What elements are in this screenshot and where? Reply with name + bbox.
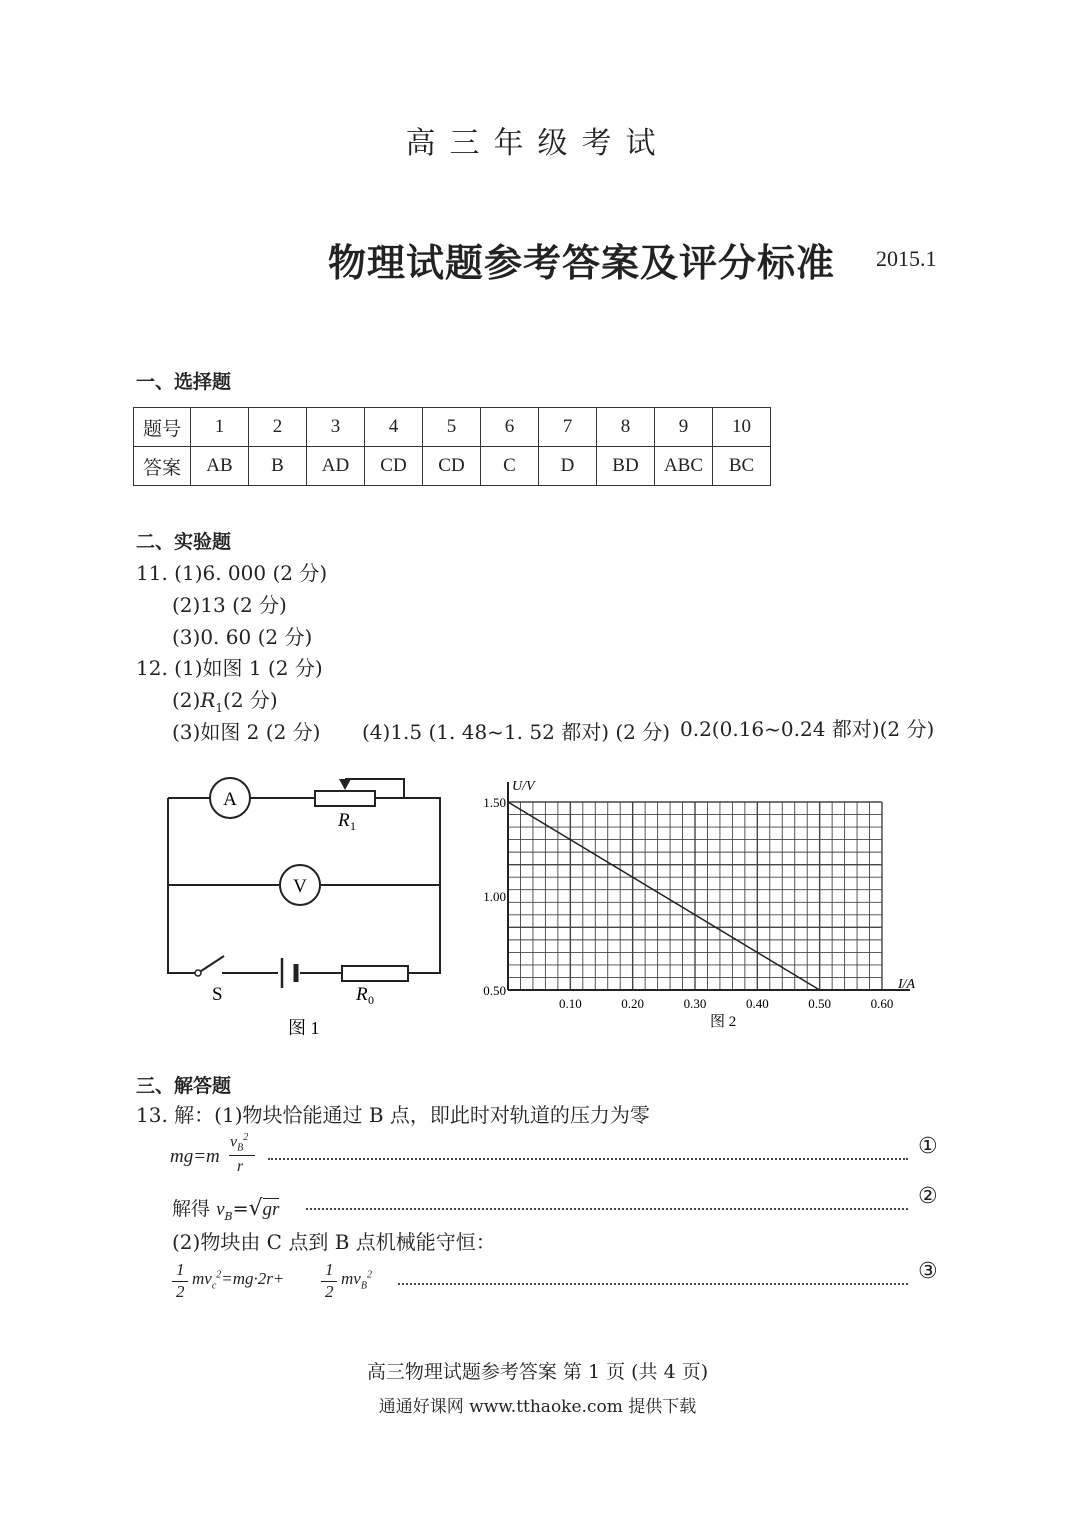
page-title: 物理试题参考答案及评分标准 (328, 240, 836, 285)
table-cell: 2 (249, 408, 307, 447)
answer-table (133, 407, 771, 486)
eq-sup: 2 (243, 1132, 249, 1143)
table-cell: CD (423, 447, 481, 486)
table-cell: 10 (713, 408, 771, 447)
eq-sup: 2 (216, 1269, 222, 1281)
equation-3 (192, 1269, 284, 1291)
answer-line: (3)0. 60 (2 分) (172, 625, 313, 649)
table-cell: BC (713, 447, 771, 486)
fraction-denominator: 2 (176, 1282, 185, 1301)
ammeter-label: A (223, 789, 237, 810)
table-cell: B (249, 447, 307, 486)
r1-label: R (338, 810, 350, 831)
switch-contact (195, 970, 201, 976)
rheostat-r1 (315, 791, 375, 806)
symbol-sub: 1 (215, 701, 224, 715)
r1-sub: 1 (350, 819, 356, 833)
table-cell: 1 (191, 408, 249, 447)
answer-line: (3)如图 2 (2 分) (172, 720, 321, 744)
y-tick-label: 1.00 (483, 889, 506, 904)
leader-dots (306, 1208, 908, 1210)
table-cell: AD (307, 447, 365, 486)
eq-symbol: = (232, 1198, 249, 1220)
figure2-caption: 图 2 (710, 1014, 737, 1030)
eq-sub: B (237, 1142, 244, 1154)
answer-line: 0.2(0.16~0.24 都对)(2 分) (680, 717, 935, 741)
eq-sub: B (224, 1209, 233, 1223)
section-heading-choice: 一、选择题 (136, 371, 232, 393)
r0-label: R (356, 984, 368, 1005)
y-tick-label: 1.50 (483, 795, 506, 810)
answer-part: (2) (172, 688, 201, 712)
sqrt-icon: √ (248, 1196, 263, 1221)
table-cell: 8 (597, 408, 655, 447)
table-cell: 3 (307, 408, 365, 447)
eq-radicand: gr (262, 1199, 280, 1220)
date-label: 2015.1 (876, 246, 937, 271)
switch-label: S (212, 984, 223, 1005)
table-cell: C (481, 447, 539, 486)
table-cell: AB (191, 447, 249, 486)
switch-blade (198, 956, 224, 973)
answer-line: (4)1.5 (1. 48~1. 52 都对) (2 分) (362, 720, 671, 744)
table-cell: 6 (481, 408, 539, 447)
answer-part: (2 分) (223, 688, 278, 712)
x-axis-label: I/A (898, 977, 916, 992)
eq-sub: B (360, 1280, 367, 1292)
fraction-numerator: 1 (176, 1260, 185, 1279)
fraction-denominator: 2 (325, 1282, 334, 1301)
section-heading-experiment: 二、实验题 (136, 531, 232, 553)
table-cell: BD (597, 447, 655, 486)
voltmeter-label: V (293, 876, 307, 897)
eq-prefix: 解得 (172, 1198, 211, 1220)
figure1-caption: 图 1 (288, 1018, 320, 1038)
equation-1-lhs: mg=m (170, 1146, 220, 1167)
resistor-r0 (342, 966, 408, 981)
eq-symbol: =mg·2r+ (221, 1269, 285, 1288)
section-heading-solution: 三、解答题 (136, 1075, 232, 1097)
fraction-bar (229, 1155, 255, 1156)
answer-line: (2)13 (2 分) (172, 593, 287, 617)
score-mark-2: ② (918, 1184, 938, 1209)
table-cell: 4 (365, 408, 423, 447)
table-cell: 9 (655, 408, 713, 447)
table-cell: 7 (539, 408, 597, 447)
table-cell: CD (365, 447, 423, 486)
series-line (508, 802, 820, 990)
table-cell: 5 (423, 408, 481, 447)
symbol-r: R (200, 688, 216, 712)
x-tick-label: 0.20 (621, 996, 645, 1011)
source-footer: 通通好课网 www.tthaoke.com 提供下载 (378, 1397, 697, 1417)
slider-arrow-icon (339, 779, 351, 790)
y-axis-label: U/V (512, 779, 535, 794)
eq-sup: 2 (366, 1269, 372, 1281)
score-mark-3: ③ (918, 1259, 938, 1284)
leader-dots (398, 1283, 908, 1285)
answer-line: 12. (1)如图 1 (2 分) (136, 656, 323, 680)
equation-2 (172, 1194, 279, 1223)
equation-3-rhs (341, 1269, 372, 1291)
page-footer: 高三物理试题参考答案 第 1 页 (共 4 页) (366, 1361, 709, 1383)
leader-dots (268, 1158, 908, 1160)
score-mark-1: ① (918, 1134, 938, 1159)
table-cell: D (539, 447, 597, 486)
equation-1-denominator: r (237, 1158, 244, 1175)
x-tick-label: 0.30 (683, 996, 707, 1011)
solution-intro: 13. 解：(1)物块恰能通过 B 点，即此时对轨道的压力为零 (136, 1103, 650, 1127)
answer-line: 11. (1)6. 000 (2 分) (136, 561, 328, 585)
y-tick-label: 0.50 (483, 983, 506, 998)
table-row-label: 题号 (134, 408, 191, 447)
fraction-numerator: 1 (325, 1260, 334, 1279)
x-tick-label: 0.60 (870, 996, 894, 1011)
circuit-diagram (160, 768, 460, 1068)
x-tick-label: 0.10 (558, 996, 582, 1011)
equation-1-numerator (230, 1132, 248, 1154)
grid (508, 802, 882, 990)
x-tick-label: 0.40 (745, 996, 769, 1011)
table-cell: ABC (655, 447, 713, 486)
eq-symbol: mv (341, 1269, 361, 1288)
table-row-label: 答案 (134, 447, 191, 486)
exam-header: 高三年级考试 (405, 126, 670, 161)
eq-sub: c (211, 1280, 217, 1292)
ui-graph (470, 768, 930, 1038)
solution-step: (2)物块由 C 点到 B 点机械能守恒： (172, 1230, 496, 1254)
table-row-answers (134, 447, 771, 486)
table-row-numbers (134, 408, 771, 447)
r0-sub: 0 (368, 993, 374, 1007)
eq-symbol: v (230, 1133, 238, 1151)
x-tick-label: 0.50 (808, 996, 832, 1011)
answer-line (172, 684, 278, 715)
eq-symbol: mv (192, 1269, 212, 1288)
eq-symbol: v (216, 1199, 225, 1220)
